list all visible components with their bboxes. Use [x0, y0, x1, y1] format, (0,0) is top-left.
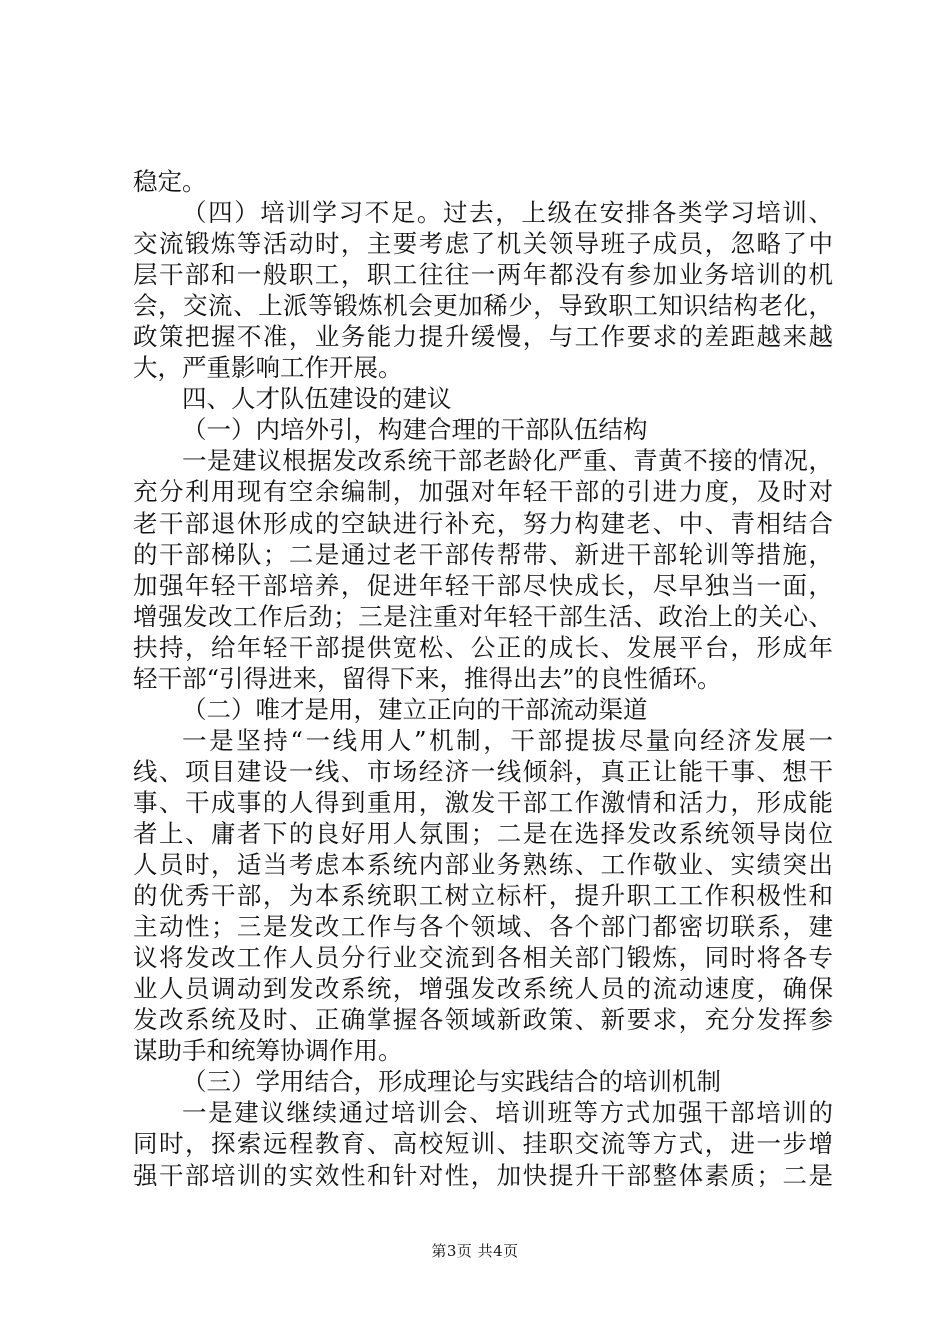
text-line: 四、人才队伍建设的建议	[182, 384, 452, 414]
text-line: （三）学用结合，形成理论与实践结合的培训机制	[182, 1067, 721, 1097]
text-line: （四）培训学习不足。过去，上级在安排各类学习培训、	[182, 198, 833, 228]
text-line: （二）唯才是用，建立正向的干部流动渠道	[182, 694, 648, 724]
text-line: （一）内培外引，构建合理的干部队伍结构	[182, 415, 648, 445]
text-line: 人员时，适当考虑本系统内部业务熟练、工作敬业、实绩突出	[133, 850, 833, 880]
text-line: 一是建议继续通过培训会、培训班等方式加强干部培训的	[182, 1098, 833, 1128]
text-line: 同时，探索远程教育、高校短训、挂职交流等方式，进一步增	[133, 1129, 833, 1159]
text-line: 主动性；三是发改工作与各个领域、各个部门都密切联系，建	[133, 912, 833, 942]
text-line: 轻干部“引得进来，留得下来，推得出去”的良性循环。	[133, 663, 722, 693]
text-line: 会，交流、上派等锻炼机会更加稀少，导致职工知识结构老化，	[133, 291, 833, 321]
text-line: 老干部退休形成的空缺进行补充，努力构建老、中、青相结合	[133, 508, 833, 538]
text-line: 一是建议根据发改系统干部老龄化严重、青黄不接的情况，	[182, 446, 833, 476]
text-line: 充分利用现有空余编制，加强对年轻干部的引进力度，及时对	[133, 477, 833, 507]
text-line: 的优秀干部，为本系统职工树立标杆，提升职工工作积极性和	[133, 881, 833, 911]
text-line: 强干部培训的实效性和针对性，加快提升干部整体素质；二是	[133, 1160, 833, 1190]
text-line: 事、干成事的人得到重用，激发干部工作激情和活力，形成能	[133, 787, 833, 817]
text-line: 者上、庸者下的良好用人氛围；二是在选择发改系统领导岗位	[133, 818, 833, 848]
page-footer: 第3页 共4页	[431, 1242, 519, 1260]
document-body	[133, 166, 833, 1191]
text-line: 政策把握不准，业务能力提升缓慢，与工作要求的差距越来越	[133, 322, 833, 352]
text-line: 线、项目建设一线、市场经济一线倾斜，真正让能干事、想干	[133, 756, 833, 786]
text-line: 加强年轻干部培养，促进年轻干部尽快成长，尽早独当一面，	[133, 570, 833, 600]
text-line: 交流锻炼等活动时，主要考虑了机关领导班子成员，忽略了中	[133, 229, 833, 259]
text-line: 的干部梯队；二是通过老干部传帮带、新进干部轮训等措施，	[133, 539, 833, 569]
text-line: 业人员调动到发改系统，增强发改系统人员的流动速度，确保	[133, 974, 833, 1004]
text-line: 稳定。	[133, 167, 207, 196]
text-line: 一是坚持“一线用人”机制，干部提拔尽量向经济发展一	[182, 725, 833, 755]
text-line: 扶持，给年轻干部提供宽松、公正的成长、发展平台，形成年	[133, 632, 833, 662]
text-line: 大，严重影响工作开展。	[133, 353, 403, 383]
text-line: 增强发改工作后劲；三是注重对年轻干部生活、政治上的关心、	[133, 601, 833, 631]
text-line: 发改系统及时、正确掌握各领域新政策、新要求，充分发挥参	[133, 1005, 833, 1035]
text-line: 谋助手和统筹协调作用。	[133, 1036, 403, 1066]
text-line: 议将发改工作人员分行业交流到各相关部门锻炼，同时将各专	[133, 943, 833, 973]
text-line: 层干部和一般职工，职工往往一两年都没有参加业务培训的机	[133, 260, 833, 290]
